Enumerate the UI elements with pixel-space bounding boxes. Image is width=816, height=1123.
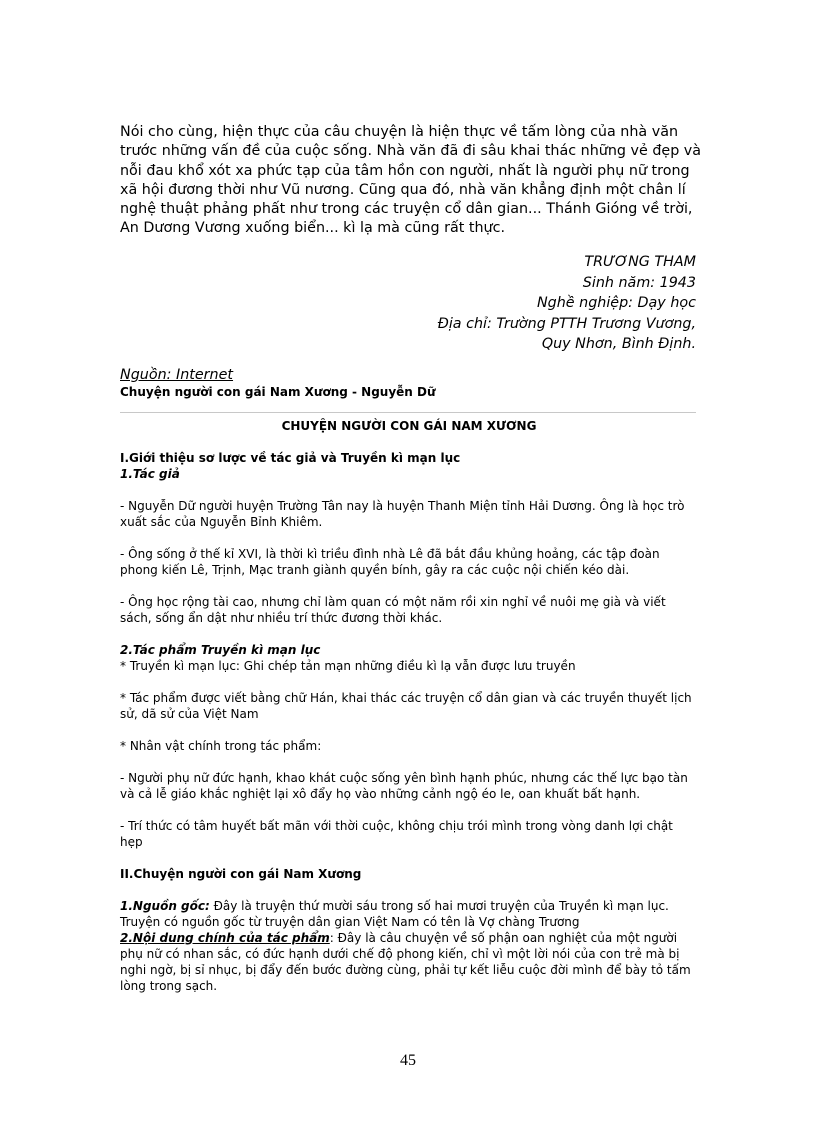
section-heading-1: I.Giới thiệu sơ lược về tác giả và Truyền kì mạn lục <box>120 451 461 465</box>
paragraph-author-era: - Ông sống ở thế kỉ XVI, là thời kì triều đình nhà Lê đã bắt đầu khủng hoảng, các tập đoàn phong kiến Lê, Trịnh, Mạc tranh giành quyền bính, gây ra các cuộc nội chiến kéo dài. <box>120 547 660 577</box>
source-link[interactable]: Nguồn: Internet <box>120 367 234 383</box>
signature-job: Nghề nghiệp: Dạy học <box>536 295 696 311</box>
page-number: 45 <box>400 1052 416 1069</box>
signature-born: Sinh năm: 1943 <box>582 274 696 291</box>
paragraph-work-definition: * Truyền kì mạn lục: Ghi chép tản mạn những điều kì lạ vẫn được lưu truyền <box>120 659 576 673</box>
content-text: : Đây là câu chuyện về số phận oan nghiệt của một người phụ nữ có nhan sắc, có đức hạnh dưới chế độ phong kiến, chỉ vì một lời nói của con trẻ mà bị nghi ngờ, bị sỉ nhục, bị đẩy đến bước đường cùng, phải tự kết liễu cuộc đời mình để bày tỏ tấm lòng trong sạch. <box>120 931 691 993</box>
paragraph-main-characters: * Nhân vật chính trong tác phẩm: <box>120 739 322 753</box>
subheading-author: 1.Tác giả <box>120 467 180 481</box>
paragraph-author-origin: - Nguyễn Dữ người huyện Trường Tân nay là huyện Thanh Miện tỉnh Hải Dương. Ông là học trò xuất sắc của Nguyễn Bỉnh Khiêm. <box>120 499 685 529</box>
origin-text: Đây là truyện thứ mười sáu trong số hai mươi truyện của Truyền kì mạn lục. Truyện có nguồn gốc từ truyện dân gian Việt Nam có tên là Vợ chàng Trương <box>120 899 669 929</box>
paragraph-work-language: * Tác phẩm được viết bằng chữ Hán, khai thác các truyện cổ dân gian và các truyền thuyết lịch sử, dã sử của Việt Nam <box>120 691 692 721</box>
article-title: CHUYỆN NGƯỜI CON GÁI NAM XƯƠNG <box>281 419 537 433</box>
subheading-work: 2.Tác phẩm Truyền kì mạn lục <box>120 643 321 657</box>
intro-paragraph: Nói cho cùng, hiện thực của câu chuyện là hiện thực về tấm lòng của nhà văn trước những vấn đề của cuộc sống. Nhà văn đã đi sâu khai thác những vẻ đẹp và nỗi đau khổ xót xa phức tạp của tâm hồn con người, nhất là người phụ nữ trong xã hội đương thời như Vũ nương. Cũng qua đó, nhà văn khẳng định một chân lí nghệ thuật phảng phất như trong các truyện cổ dân gian... Thánh Gióng về trời, An Dương Vương xuống biển... kì lạ mà cũng rất thực. <box>120 124 702 237</box>
signature-name: TRƯƠNG THAM <box>584 254 696 270</box>
signature-address-line2: Quy Nhơn, Bình Định. <box>541 336 696 352</box>
content-label: 2.Nội dung chính của tác phẩm <box>120 931 330 945</box>
paragraph-origin <box>120 898 698 930</box>
paragraph-intellectual-characters: - Trí thức có tâm huyết bất mãn với thời cuộc, không chịu trói mình trong vòng danh lợi chật hẹp <box>120 819 673 849</box>
section-heading-2: II.Chuyện người con gái Nam Xương <box>120 867 362 881</box>
paragraph-author-life: - Ông học rộng tài cao, nhưng chỉ làm quan có một năm rồi xin nghỉ về nuôi mẹ già và viết sách, sống ẩn dật như nhiều trí thức đương thời khác. <box>120 595 666 625</box>
article-body <box>120 418 698 994</box>
section-divider <box>120 412 696 413</box>
signature-address-line1: Địa chỉ: Trường PTTH Trương Vương, <box>437 315 696 332</box>
paragraph-women-characters: - Người phụ nữ đức hạnh, khao khát cuộc sống yên bình hạnh phúc, nhưng các thế lực bạo tàn và cả lễ giáo khắc nghiệt lại xô đẩy họ vào những cảnh ngộ éo le, oan khuất bất hạnh. <box>120 771 688 801</box>
author-signature <box>438 252 696 355</box>
paragraph-content <box>120 930 698 994</box>
source-subtitle: Chuyện người con gái Nam Xương - Nguyễn Dữ <box>120 385 436 399</box>
origin-label: 1.Nguồn gốc: <box>120 899 210 913</box>
